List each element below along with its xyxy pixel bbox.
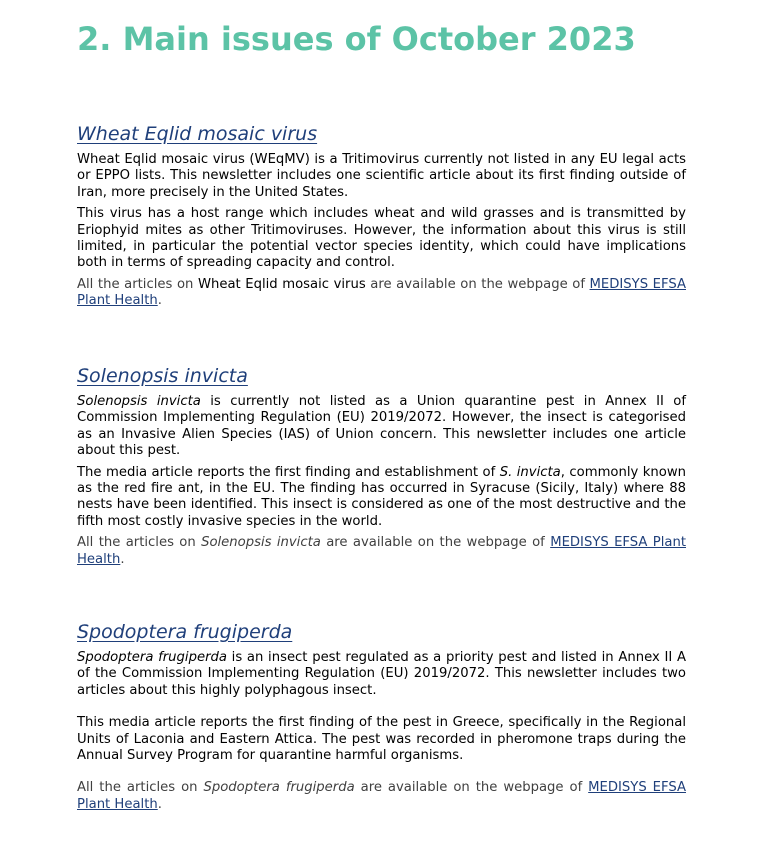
footer-end: . — [157, 796, 162, 812]
page-title: 2. Main issues of October 2023 — [77, 20, 636, 58]
section-solenopsis — [77, 364, 686, 568]
section-paragraph: This virus has a host range which includes wheat and wild grasses and is transmitted by Eriophyid mites as other Tritimoviruses. However, the information about this virus is still limited, in particular the potential vector species identity, which could have implications both in terms of spreading capacity and control. — [77, 206, 686, 271]
footer-suffix: are available on the webpage of — [320, 535, 551, 551]
section-spodoptera — [77, 620, 686, 813]
section-wheat-eqlid — [77, 122, 686, 310]
medisys-link[interactable]: MEDISYS EFSA Plant Health — [77, 780, 686, 812]
pest-name: S. invicta — [499, 464, 561, 480]
footer-prefix: All the articles on — [77, 276, 198, 292]
medisys-link[interactable]: MEDISYS EFSA Plant Health — [77, 535, 686, 567]
pest-name: Spodoptera frugiperda — [77, 650, 227, 665]
section-paragraph — [77, 465, 686, 531]
section-title[interactable]: Wheat Eqlid mosaic virus — [77, 123, 318, 145]
section-title[interactable]: Solenopsis invicta — [77, 365, 248, 387]
footer-suffix: are available on the webpage of — [365, 276, 590, 292]
footer-prefix: All the articles on — [77, 535, 202, 551]
section-title[interactable]: Spodoptera frugiperda — [77, 621, 293, 643]
section-paragraph — [77, 650, 686, 699]
footer-pest-name: Wheat Eqlid mosaic virus — [197, 276, 366, 292]
paragraph-text: , commonly known as the red fire ant, in the EU. The finding has occurred in Syracuse (Sicily, Italy) where 88 nests have been identified. This insect is considered as one of the most destructive and the fifth most costly invasive species in the world. — [77, 464, 686, 529]
section-footer — [77, 780, 686, 813]
section-paragraph: Wheat Eqlid mosaic virus (WEqMV) is a Tritimovirus currently not listed in any EU legal acts or EPPO lists. This newsletter includes one scientific article about its first finding outside of Iran, more precisely in the United States. — [77, 152, 686, 200]
footer-pest-name: Spodoptera frugiperda — [203, 780, 355, 796]
paragraph-text: The media article reports the first finding and establishment of — [77, 464, 500, 480]
footer-pest-name: Solenopsis invicta — [201, 535, 321, 551]
footer-end: . — [157, 293, 162, 309]
footer-suffix: are available on the webpage of — [354, 780, 589, 796]
paragraph-text: is currently not listed as a Union quarantine pest in Annex II of Commission Implementing Regulation (EU) 2019/2072. However, the insect is categorised as an Invasive Alien Species (IAS) of Union concern. This newsletter includes one article about this pest. — [77, 394, 686, 459]
section-paragraph: This media article reports the first finding of the pest in Greece, specifically in the Regional Units of Laconia and Eastern Attica. The pest was recorded in pheromone traps during the Annual Survey Program for quarantine harmful organisms. — [77, 715, 686, 764]
footer-prefix: All the articles on — [77, 780, 204, 796]
paragraph-text: is an insect pest regulated as a priority pest and listed in Annex II A of the Commission Implementing Regulation (EU) 2019/2072. This newsletter includes two articles about this highly polyphagous insect. — [77, 650, 686, 698]
medisys-link[interactable]: MEDISYS EFSA Plant Health — [77, 276, 686, 309]
footer-end: . — [120, 551, 125, 567]
section-paragraph — [77, 394, 686, 460]
pest-name: Solenopsis invicta — [77, 394, 201, 409]
section-footer — [77, 535, 686, 568]
section-footer — [77, 277, 686, 310]
